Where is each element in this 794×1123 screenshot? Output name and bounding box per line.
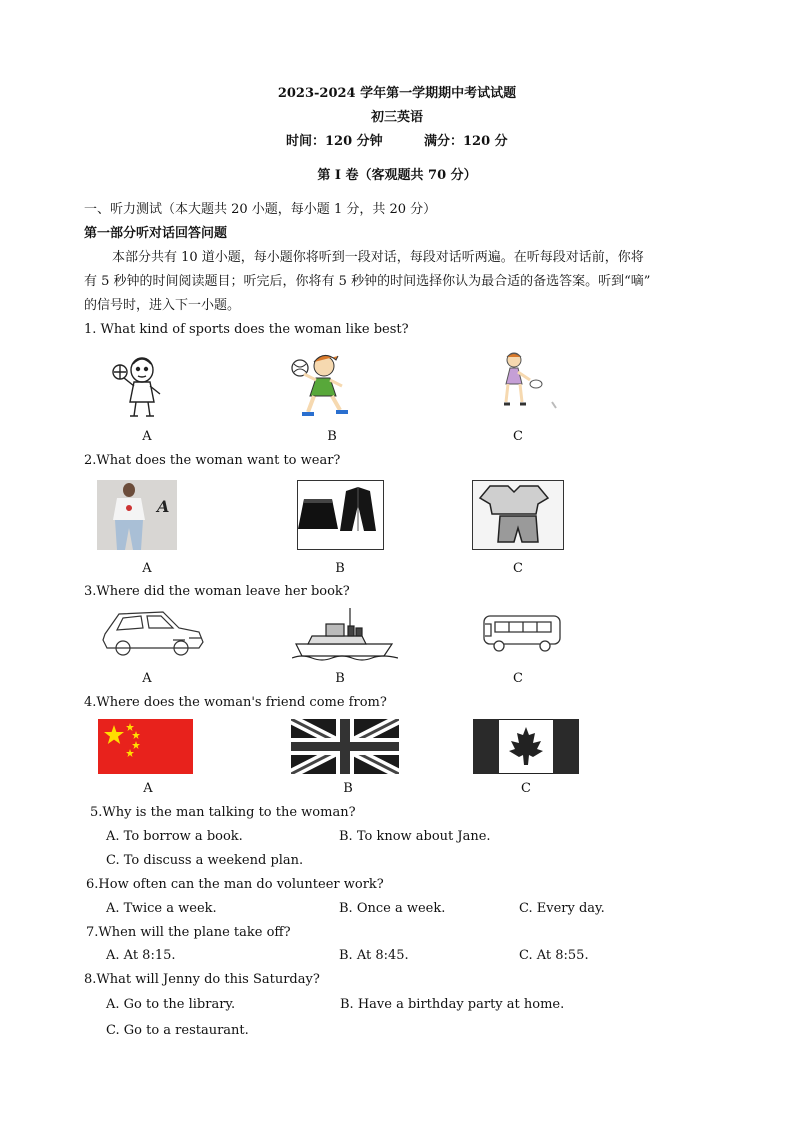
- car-image: [99, 606, 207, 658]
- q8-option-c: C. Go to a restaurant.: [106, 1023, 249, 1038]
- skirt-jacket-image: [297, 480, 384, 550]
- q1-option-b: B: [327, 429, 337, 444]
- exam-title: 2023-2024 学年第一学期期中考试试题: [277, 86, 517, 101]
- instructions-line-3: 的信号时，进入下一小题。: [84, 298, 241, 313]
- part1-heading: 第一部分听对话回答问题: [84, 226, 228, 241]
- question-8: 8.What will Jenny do this Saturday?: [84, 972, 320, 987]
- exam-score: 满分：120 分: [424, 134, 508, 149]
- tshirt-jeans-image: [97, 480, 177, 550]
- q6-option-c: C. Every day.: [519, 901, 605, 916]
- instructions-line-2: 有 5 秒钟的时间阅读题目；听完后，你将有 5 秒钟的时间选择你认为最合适的备选答案。听到“嘀”: [84, 274, 651, 289]
- volume-heading: 第 I 卷（客观题共 70 分）: [317, 168, 477, 183]
- tshirt-shorts-image: [472, 480, 564, 550]
- q2-option-a: A: [142, 561, 152, 576]
- q8-option-a: A. Go to the library.: [106, 997, 236, 1012]
- q2-option-c: C: [513, 561, 523, 576]
- volleyball-girl-image: [290, 350, 350, 420]
- q3-option-b: B: [335, 671, 345, 686]
- q5-option-a: A. To borrow a book.: [106, 829, 243, 844]
- question-7: 7.When will the plane take off?: [86, 925, 291, 940]
- q4-option-b: B: [343, 781, 353, 796]
- question-4: 4.Where does the woman's friend come from?: [84, 695, 387, 710]
- question-6: 6.How often can the man do volunteer work?: [86, 877, 384, 892]
- q6-option-b: B. Once a week.: [339, 901, 446, 916]
- question-3: 3.Where did the woman leave her book?: [84, 584, 350, 599]
- basketball-boy-image: [106, 350, 170, 420]
- q7-option-a: A. At 8:15.: [106, 948, 176, 963]
- badminton-girl-image: [500, 350, 566, 416]
- q7-option-b: B. At 8:45.: [339, 948, 409, 963]
- q5-option-b: B. To know about Jane.: [339, 829, 491, 844]
- q1-option-a: A: [142, 429, 152, 444]
- question-1: 1. What kind of sports does the woman like best?: [84, 322, 409, 337]
- canada-flag-image: [473, 719, 579, 774]
- q4-option-c: C: [521, 781, 531, 796]
- instructions-line-1: 本部分共有 10 道小题，每小题你将听到一段对话，每段对话听两遍。在听每段对话前，你将: [112, 250, 644, 265]
- q4-option-a: A: [143, 781, 153, 796]
- svg-text:A: A: [157, 497, 170, 516]
- section-heading: 一、听力测试（本大题共 20 小题，每小题 1 分，共 20 分）: [84, 202, 437, 217]
- exam-subject: 初三英语: [370, 110, 423, 125]
- q1-option-c: C: [513, 429, 523, 444]
- question-5: 5.Why is the man talking to the woman?: [90, 805, 356, 820]
- q3-option-c: C: [513, 671, 523, 686]
- uk-flag-image: [291, 719, 399, 774]
- exam-time: 时间：120 分钟: [286, 134, 383, 149]
- q2-option-b: B: [335, 561, 345, 576]
- q7-option-c: C. At 8:55.: [519, 948, 589, 963]
- bus-image: [481, 612, 563, 654]
- ship-image: [292, 606, 398, 662]
- q6-option-a: A. Twice a week.: [106, 901, 217, 916]
- question-2: 2.What does the woman want to wear?: [84, 453, 341, 468]
- china-flag-image: [98, 719, 193, 774]
- q5-option-c: C. To discuss a weekend plan.: [106, 853, 304, 868]
- q8-option-b: B. Have a birthday party at home.: [340, 997, 565, 1012]
- q3-option-a: A: [142, 671, 152, 686]
